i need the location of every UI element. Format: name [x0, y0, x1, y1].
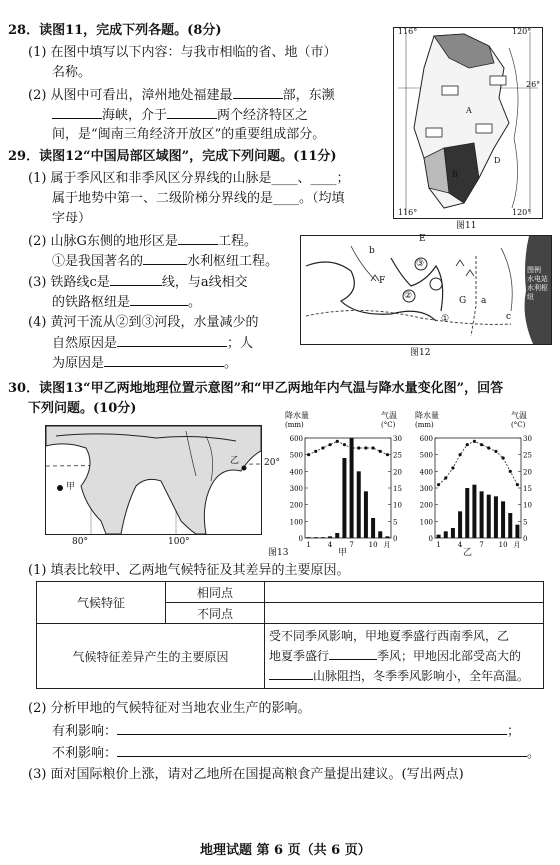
fig13-map-lon-1: 80°: [72, 537, 88, 547]
precip-bar: [321, 537, 325, 538]
temperature-point: [480, 443, 483, 446]
precip-bar: [350, 438, 354, 538]
precip-bar: [444, 531, 448, 538]
precip-bar: [501, 501, 505, 538]
ylabel-precip-unit: (mm): [285, 421, 304, 429]
fig13-map-yi: 乙: [230, 456, 240, 466]
tick-label-month: 1: [306, 541, 311, 549]
fig12-num-1: ①: [441, 314, 450, 324]
q28-part2-line3: 间，是“闽南三角经济开放区”的重要组成部分。: [52, 127, 326, 142]
figure-12-svg: [301, 236, 551, 344]
figure-11-map: [393, 27, 543, 219]
precip-bar: [487, 495, 491, 538]
fig12-num-3: ③: [416, 259, 425, 269]
tick-label-precip: 100: [289, 518, 303, 527]
precip-bar: [307, 537, 311, 538]
precip-bar: [465, 488, 469, 538]
q29-part4-line2: 自然原因是 ；人: [52, 336, 254, 351]
tick-label-precip: 400: [289, 468, 303, 477]
temperature-point: [386, 453, 389, 456]
table-intro: (1) 填表比较甲、乙两地气候特征及其差异的主要原因。: [28, 563, 350, 578]
fig11-label-d: D: [494, 156, 501, 165]
tick-label-month-unit: 月: [383, 541, 391, 549]
q30-title-line1: 30．读图13“甲乙两地地理位置示意图”和“甲乙两地年内气温与降水量变化图”，回答: [8, 381, 504, 396]
table-diff-answer[interactable]: [265, 603, 544, 624]
temperature-point: [336, 440, 339, 443]
figure-13-map: [45, 425, 262, 535]
q29-part1-line3: 字母）: [52, 211, 92, 226]
temperature-point: [321, 446, 324, 449]
temperature-line: [439, 441, 518, 484]
temperature-point: [494, 450, 497, 453]
fig11-top-lon-2: 120°: [512, 27, 532, 36]
tick-label-precip: 0: [428, 535, 433, 543]
q29-part1-line1: (1) 属于季风区和非季风区分界线的山脉是____、____；: [28, 171, 350, 186]
tick-label-temp: 5: [523, 518, 528, 527]
q29-title: 29．读图12“中国局部区域图”，完成下列问题。(11分): [8, 149, 337, 164]
precip-bar: [494, 496, 498, 538]
q30-part3: (3) 面对国际粮价上涨，请对乙地所在国提高粮食产量提出建议。(写出两点): [28, 767, 464, 782]
tick-label-temp: 15: [393, 485, 402, 493]
tick-label-temp: 25: [393, 451, 402, 460]
climate-chart-jia: [283, 410, 413, 555]
figure-12-map: [300, 235, 552, 345]
q29-part4-line3: 为原因是 。: [52, 356, 238, 371]
figure-13-caption: 图13: [268, 548, 289, 558]
plot-frame: [305, 438, 391, 538]
tick-label-temp: 0: [523, 535, 528, 543]
temperature-point: [437, 483, 440, 486]
temperature-point: [343, 443, 346, 446]
q29-part2-line2: ①是我国著名的 水利枢纽工程。: [52, 254, 279, 269]
tick-label-month-unit: 月: [513, 541, 521, 549]
temperature-point: [458, 453, 461, 456]
temperature-point: [509, 470, 512, 473]
tick-label-temp: 30: [523, 435, 532, 443]
temperature-point: [466, 443, 469, 446]
ylabel-precip-unit: (mm): [415, 421, 434, 429]
fig13-map-jia: 甲: [66, 482, 76, 492]
precip-bar: [515, 525, 519, 538]
fig12-label-b: b: [369, 246, 375, 256]
fig11-bot-lon-1: 116°: [398, 208, 418, 217]
tick-label-temp: 20: [393, 468, 402, 477]
tick-label-month: 4: [457, 541, 463, 549]
q30-good-line: 有利影响： ；: [52, 724, 521, 739]
precip-bar: [314, 537, 318, 538]
tick-label-temp: 15: [523, 485, 532, 493]
tick-label-month: 10: [368, 541, 378, 549]
q28-part2-line1: (2) 从图中可看出，漳州地处福建最 部，东濒: [28, 88, 335, 103]
fig12-label-f: F: [379, 276, 386, 286]
tick-label-precip: 500: [289, 451, 303, 460]
q29-part1-line2: 属于地势中第一、二级阶梯分界线的是____。（均填: [52, 191, 345, 206]
fig12-num-2: ②: [404, 291, 413, 301]
tick-label-temp: 20: [523, 468, 532, 477]
fig12-label-g: G: [459, 296, 467, 306]
figure-11-svg: [394, 28, 542, 218]
temperature-point: [371, 446, 374, 449]
climate-chart-yi: [413, 410, 548, 555]
temperature-point: [487, 446, 490, 449]
precip-bar: [385, 536, 389, 538]
figure-12-caption: 图12: [410, 348, 431, 358]
q30-title-line2: 下列问题。(10分): [28, 401, 137, 416]
table-same-label: 相同点: [166, 582, 265, 603]
ylabel-precip: 降水量: [415, 411, 439, 420]
fig12-label-e: E: [419, 234, 426, 244]
precip-bar: [364, 491, 368, 538]
ylabel-temp-unit: (°C): [381, 421, 396, 429]
chart-jia-title: 甲: [338, 548, 348, 558]
temperature-point: [379, 450, 382, 453]
tick-label-precip: 0: [298, 535, 303, 543]
tick-label-precip: 300: [289, 485, 303, 493]
tick-label-precip: 200: [419, 501, 433, 510]
fig12-label-c: c: [506, 312, 512, 322]
tick-label-month: 7: [479, 541, 484, 549]
precip-bar: [342, 458, 346, 538]
precip-bar: [508, 513, 512, 538]
precip-bar: [328, 536, 332, 538]
temperature-point: [314, 450, 317, 453]
temperature-point: [501, 456, 504, 459]
q28-part1-line2: 名称。: [52, 65, 92, 80]
precip-bar: [371, 518, 375, 538]
temperature-line: [309, 441, 388, 454]
q29-part2-line1: (2) 山脉G东侧的地形区是 工程。: [28, 234, 257, 249]
table-row-climate-label: 气候特征: [37, 582, 166, 624]
tick-label-month: 1: [436, 541, 441, 549]
figure-11-caption: 图11: [456, 221, 477, 231]
tick-label-temp: 10: [393, 501, 402, 510]
page-footer: 地理试题 第 6 页（共 6 页）: [200, 843, 371, 858]
temperature-point: [516, 483, 519, 486]
tick-label-temp: 10: [523, 501, 532, 510]
tick-label-precip: 600: [289, 435, 303, 443]
figure-13-map-svg: [46, 426, 261, 534]
fig11-label-b: B: [452, 170, 458, 179]
table-same-answer[interactable]: [265, 582, 544, 603]
q29-part3-line2: 的铁路枢纽是 。: [52, 295, 202, 310]
fig13-map-lat: 20°: [264, 458, 280, 468]
ylabel-precip: 降水量: [285, 411, 309, 420]
tick-label-month: 10: [498, 541, 508, 549]
table-reason-label: 气候特征差异产生的主要原因: [37, 624, 265, 689]
q28-part2-line2: 海峡，介于 两个经济特区之: [52, 106, 308, 124]
tick-label-temp: 30: [393, 435, 402, 443]
precip-bar: [335, 533, 339, 538]
precip-bar: [472, 485, 476, 538]
q29-part4-line1: (4) 黄河干流从②到③河段，水量减少的: [28, 315, 259, 330]
q28-title: 28．读图11，完成下列各题。(8分): [8, 23, 222, 38]
fig13-map-lon-2: 100°: [168, 537, 190, 547]
temperature-point: [364, 446, 367, 449]
fig11-bot-lon-2: 120°: [512, 208, 532, 217]
precip-bar: [451, 528, 455, 538]
table-reason-text: 受不同季风影响，甲地夏季盛行西南季风，乙 地夏季盛行 季风；甲地因北部受高大的 山脉阻挡，冬季季风影响小，全年高温。: [265, 624, 544, 689]
temperature-point: [328, 443, 331, 446]
q30-part2: (2) 分析甲地的气候特征对当地农业生产的影响。: [28, 701, 311, 716]
q29-part3-line1: (3) 铁路线c是 线，与a线相交: [28, 275, 248, 290]
precip-bar: [378, 531, 382, 538]
tick-label-precip: 600: [419, 435, 433, 443]
climate-comparison-table: [36, 581, 544, 689]
tick-label-temp: 25: [523, 451, 532, 460]
plot-frame: [435, 438, 521, 538]
q28-part1-line1: (1) 在图中填写以下内容：与我市相临的省、地（市）: [28, 45, 337, 60]
tick-label-precip: 200: [289, 501, 303, 510]
ylabel-temp: 气温: [381, 411, 397, 420]
precip-bar: [357, 471, 361, 538]
tick-label-month: 4: [327, 541, 333, 549]
temperature-point: [350, 446, 353, 449]
ylabel-temp-unit: (°C): [511, 421, 526, 429]
tick-label-month: 7: [349, 541, 354, 549]
tick-label-precip: 300: [419, 485, 433, 493]
precip-bar: [458, 511, 462, 538]
fig12-label-a: a: [481, 296, 487, 306]
fig11-top-lon-1: 116°: [398, 27, 418, 36]
fig11-label-a: A: [466, 106, 472, 115]
tick-label-precip: 100: [419, 518, 433, 527]
tick-label-precip: 500: [419, 451, 433, 460]
fig12-legend: 图例 水电站 水利枢纽: [527, 266, 548, 301]
precip-bar: [437, 535, 441, 538]
fig11-lat: 26°: [526, 80, 541, 89]
temperature-point: [473, 440, 476, 443]
temperature-point: [307, 453, 310, 456]
precip-bar: [480, 491, 484, 538]
temperature-point: [444, 476, 447, 479]
ylabel-temp: 气温: [511, 411, 527, 420]
tick-label-temp: 5: [393, 518, 398, 527]
tick-label-precip: 400: [419, 468, 433, 477]
tick-label-temp: 0: [393, 535, 398, 543]
temperature-point: [357, 446, 360, 449]
temperature-point: [451, 466, 454, 469]
table-diff-label: 不同点: [166, 603, 265, 624]
chart-yi-title: 乙: [463, 548, 473, 558]
q30-bad-line: 不利影响： 。: [52, 746, 541, 761]
